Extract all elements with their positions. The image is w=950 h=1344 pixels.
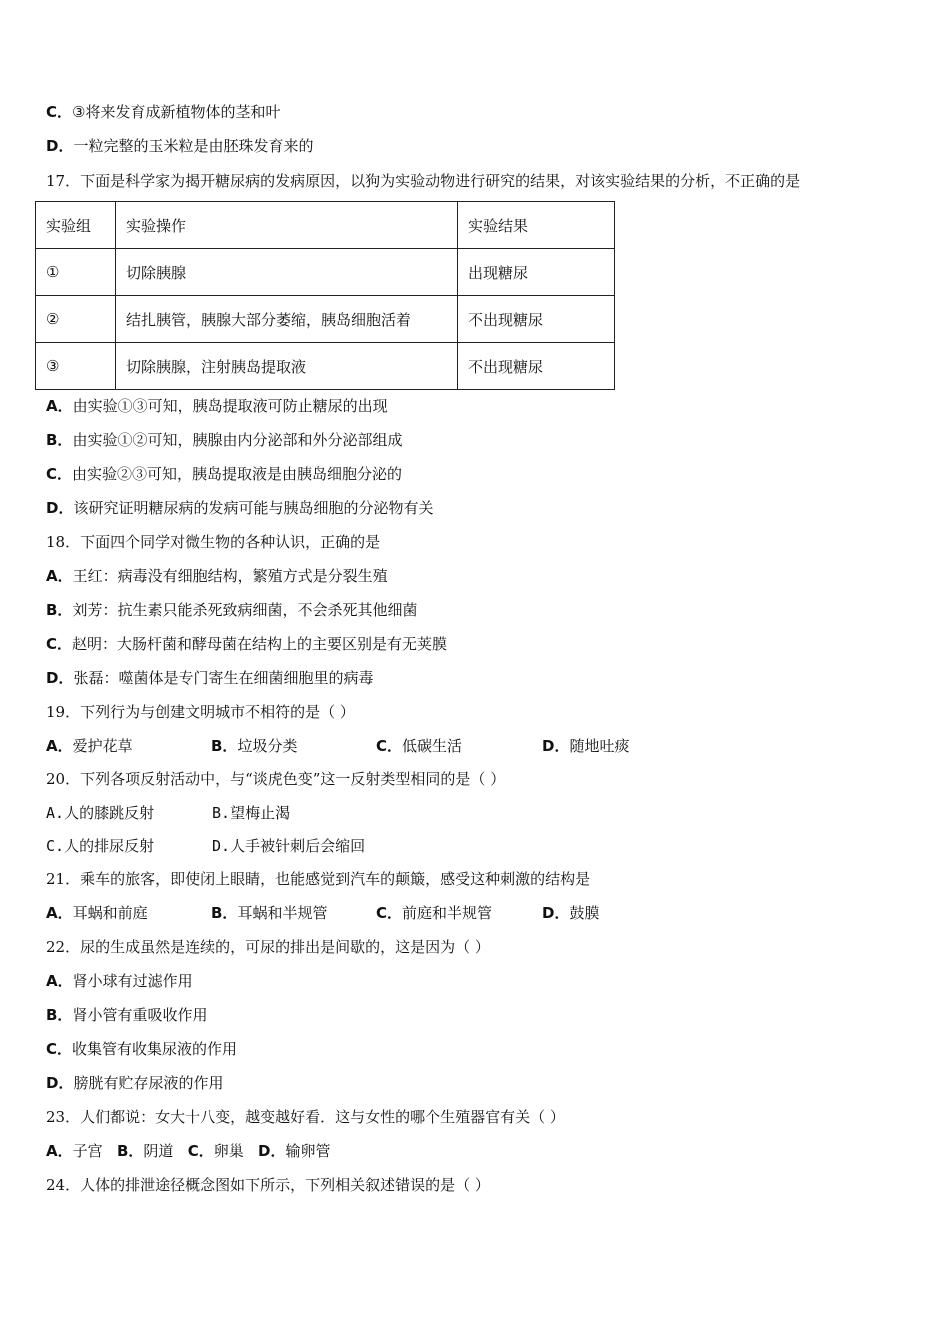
table-header-row [36,202,615,249]
q19-option-d: D．随地吐痰 [542,737,630,755]
q18-stem: 18．下面四个同学对微生物的各种认识，正确的是 [46,533,381,551]
q19-stem: 19．下列行为与创建文明城市不相符的是（ ） [46,703,355,721]
q17-option-a: A．由实验①③可知，胰岛提取液可防止糖尿的出现 [46,397,388,415]
q17-option-d: D．该研究证明糖尿病的发病可能与胰岛细胞的分泌物有关 [46,499,434,517]
q19-option-c: C．低碳生活 [376,737,463,755]
q21-option-b: B．耳蜗和半规管 [211,904,328,922]
q20-option-a: A.人的膝跳反射 [46,804,155,822]
q17-option-b: B．由实验①②可知，胰腺由内分泌部和外分泌部组成 [46,431,403,449]
table-cell: ③ [36,343,116,390]
table-header-cell: 实验组 [36,202,116,249]
q18-option-d: D．张磊：噬菌体是专门寄生在细菌细胞里的病毒 [46,669,374,687]
q24-stem: 24．人体的排泄途径概念图如下所示，下列相关叙述错误的是（ ） [46,1176,490,1194]
table-cell: 切除胰腺 [116,249,458,296]
experiment-table [35,201,615,390]
q21-option-a: A．耳蜗和前庭 [46,904,148,922]
q21-option-d: D．鼓膜 [542,904,600,922]
q20-option-c: C.人的排尿反射 [46,837,155,855]
q17-option-c: C．由实验②③可知，胰岛提取液是由胰岛细胞分泌的 [46,465,403,483]
q23-option-b: B．阴道 [116,1142,174,1160]
q18-option-b: B．刘芳：抗生素只能杀死致病细菌，不会杀死其他细菌 [46,601,418,619]
q21-option-c: C．前庭和半规管 [376,904,493,922]
q22-stem: 22．尿的生成虽然是连续的，可尿的排出是间歇的，这是因为（ ） [46,938,490,956]
q16-option-c: C．③将来发育成新植物体的茎和叶 [46,103,281,121]
q20-stem: 20．下列各项反射活动中，与“谈虎色变”这一反射类型相同的是（ ） [46,770,506,788]
q22-option-d: D．膀胱有贮存尿液的作用 [46,1074,224,1092]
q22-option-b: B．肾小管有重吸收作用 [46,1006,208,1024]
table-row [36,343,615,390]
q23-option-d: D．输卵管 [258,1142,331,1160]
q22-option-c: C．收集管有收集尿液的作用 [46,1040,238,1058]
table-cell: ② [36,296,116,343]
table-cell: 不出现糖尿 [458,296,615,343]
q21-stem: 21．乘车的旅客，即使闭上眼睛，也能感觉到汽车的颠簸，感受这种刺激的结构是 [46,870,591,888]
q23-option-a: A．子宫 [46,1142,103,1160]
table-header-cell: 实验操作 [116,202,458,249]
table-cell: 切除胰腺，注射胰岛提取液 [116,343,458,390]
table-cell: 不出现糖尿 [458,343,615,390]
q23-option-c: C．卵巢 [187,1142,244,1160]
q16-option-d: D．一粒完整的玉米粒是由胚珠发育来的 [46,137,314,155]
table-cell: ① [36,249,116,296]
q22-option-a: A．肾小球有过滤作用 [46,972,193,990]
q23-stem: 23．人们都说：女大十八变，越变越好看．这与女性的哪个生殖器官有关（ ） [46,1108,565,1126]
q23-options [46,1141,331,1161]
q18-option-c: C．赵明：大肠杆菌和酵母菌在结构上的主要区别是有无荚膜 [46,635,448,653]
q19-option-a: A．爱护花草 [46,737,133,755]
q18-option-a: A．王红：病毒没有细胞结构，繁殖方式是分裂生殖 [46,567,388,585]
q19-option-b: B．垃圾分类 [211,737,298,755]
table-row [36,249,615,296]
table-cell: 结扎胰管，胰腺大部分萎缩，胰岛细胞活着 [116,296,458,343]
table-row [36,296,615,343]
q17-stem: 17．下面是科学家为揭开糖尿病的发病原因，以狗为实验动物进行研究的结果，对该实验结果的分析，不正确的是 [46,172,801,190]
table-cell: 出现糖尿 [458,249,615,296]
q20-option-b: B.望梅止渴 [212,804,291,822]
table-header-cell: 实验结果 [458,202,615,249]
q20-option-d: D.人手被针刺后会缩回 [212,837,366,855]
